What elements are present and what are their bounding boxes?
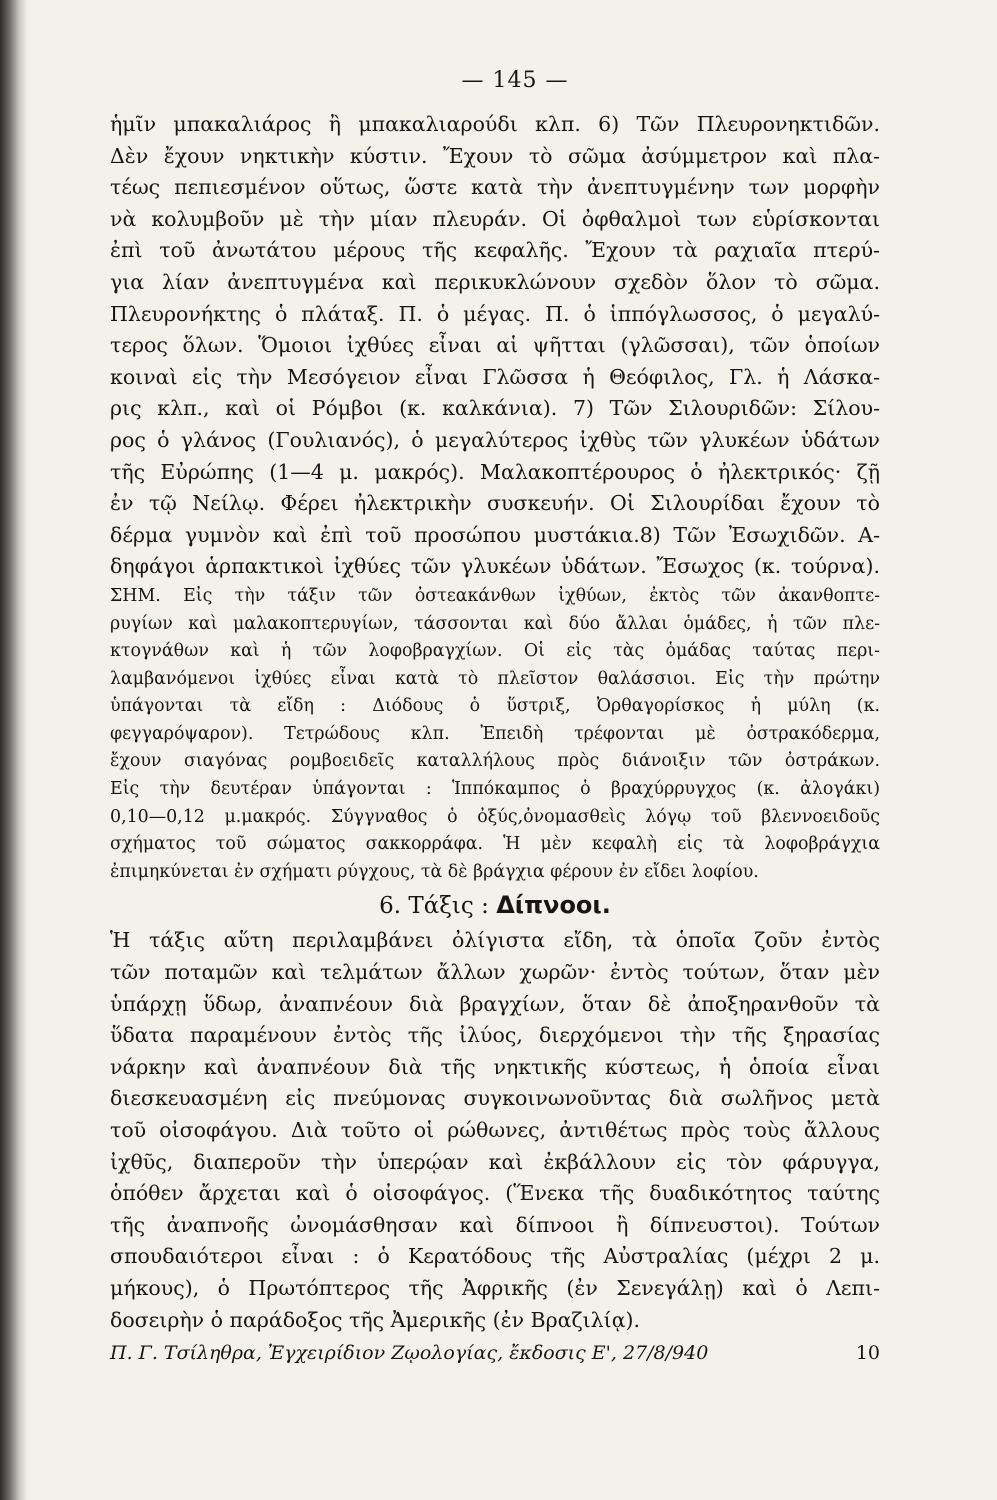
note-line: φεγγαρόψαρον). Τετρώδους κλπ. Ἐπειδὴ τρέφονται μὲ ὀστρακόδερμα, [110, 723, 880, 744]
note-line: λαμβανόμενοι ἰχθύες εἶναι κατὰ τὸ πλεῖστον θαλάσσιοι. Εἰς τὴν πρώτην [110, 668, 880, 689]
note-block [110, 583, 880, 887]
section-heading [110, 888, 880, 923]
text-line: ἐπὶ τοῦ ἀνωτάτου μέρους τῆς κεφαλῆς. Ἔχουν τὰ ραχιαῖα πτερύ- [110, 238, 880, 263]
text-line: τοῦ οἰσοφάγου. Διὰ τοῦτο οἱ ρώθωνες, ἀντιθέτως πρὸς τοὺς ἄλλους [110, 1118, 880, 1142]
book-page [110, 68, 880, 1364]
text-line: τερος ὅλων. Ὅμοιοι ἰχθύες εἶναι αἱ ψῆτται (γλῶσσαι), τῶν ὁποίων [110, 333, 880, 358]
text-line: Δὲν ἔχουν νηκτικὴν κύστιν. Ἔχουν τὸ σῶμα ἀσύμμετρον καὶ πλα- [110, 143, 880, 168]
note-line: ὑπάγονται τὰ εἴδη : Διόδους ὁ ὕστριξ, Ὀρθαγορίσκος ἡ μύλη (κ. [110, 696, 880, 717]
text-line: τῆς ἀναπνοῆς ὠνομάσθησαν καὶ δίπνοοι ἢ δίπνευστοι). Τούτων [110, 1212, 880, 1237]
text-line: ὁπόθεν ἄρχεται καὶ ὁ οἰσοφάγος. (Ἕνεκα τῆς δυαδικότητος ταύτης [110, 1181, 880, 1206]
text-line: ρος ὁ γλάνος (Γουλιανός), ὁ μεγαλύτερος ἰχθὺς τῶν γλυκέων ὑδάτων [110, 427, 880, 452]
note-line: ἔχουν σιαγόνας ρομβοειδεῖς καταλλήλους πρὸς διάνοιξιν τῶν ὀστράκων. [110, 751, 880, 772]
text-line: μήκους), ὁ Πρωτόπτερος τῆς Ἀφρικῆς (ἐν Σενεγάλῃ) καὶ ὁ Λεπι- [110, 1275, 880, 1300]
text-line: δοσειρὴν ὁ παράδοξος τῆς Ἀμερικῆς (ἐν Βραζιλίᾳ). [110, 1307, 641, 1332]
text-line: νάρκην καὶ ἀναπνέουν διὰ τῆς νηκτικῆς κύστεως, ἡ ὁποία εἶναι [110, 1054, 880, 1079]
note-line: ΣΗΜ. Εἰς τὴν τάξιν τῶν ὀστεακάνθων ἰχθύων, ἐκτὸς τῶν ἀκανθοπτε- [110, 585, 880, 606]
note-line: ἐπιμηκύνεται ἐν σχήματι ρύγχους, τὰ δὲ βράγχια φέρουν ἐν εἴδει λοφίου. [110, 861, 759, 882]
text-line: ἐν τῷ Νείλῳ. Φέρει ἠλεκτρικὴν συσκευήν. Οἱ Σιλουρίδαι ἔχουν τὸ [110, 491, 880, 516]
text-line: σπουδαιότεροι εἶναι : ὁ Κερατόδους τῆς Αὐστραλίας (μέχρι 2 μ. [110, 1244, 880, 1269]
text-line: κοιναὶ εἰς τὴν Μεσόγειον εἶναι Γλῶσσα ἡ Θεόφιλος, Γλ. ἡ Λάσκα- [110, 364, 880, 389]
note-line: σχήματος τοῦ σώματος σακκορράφα. Ἡ μὲν κεφαλὴ εἰς τὰ λοφοβράγχια [110, 834, 880, 855]
note-line: ρυγίων καὶ μαλακοπτερυγίων, τάσσονται καὶ δύο ἄλλαι ὁμάδες, ἡ τῶν πλε- [110, 613, 880, 634]
text-line: ὕδατα παραμένουν ἐντὸς τῆς ἰλύος, διερχόμενοι τὴν τῆς ξηρασίας [110, 1023, 880, 1048]
section-heading-title: Δίπνοοι. [496, 891, 611, 920]
scan-gutter-shadow [0, 0, 28, 1500]
text-line: ἡμῖν μπακαλιάρος ἢ μπακαλιαρούδι κλπ. 6) Τῶν Πλευρονηκτιδῶν. [110, 112, 880, 136]
text-line: Ἡ τάξις αὕτη περιλαμβάνει ὀλίγιστα εἴδη, τὰ ὁποῖα ζοῦν ἐντὸς [110, 928, 880, 953]
text-line: για λίαν ἀνεπτυγμένα καὶ περικυκλώνουν σχεδὸν ὅλον τὸ σῶμα. [110, 269, 880, 294]
footer-sheet-number: 10 [855, 1342, 880, 1365]
footer-signature: Π. Γ. Τσίληθρα, Ἐγχειρίδιον Ζῳολογίας, ἔκδοσις Ε', 27/8/940 [110, 1342, 709, 1365]
text-line: ἰχθῦς, διαπεροῦν τὴν ὑπερῴαν καὶ ἐκβάλλουν εἰς τὸν φάρυγγα, [110, 1149, 880, 1174]
text-line: τῶν ποταμῶν καὶ τελμάτων ἄλλων χωρῶν· ἐντὸς τούτων, ὅταν μὲν [110, 960, 880, 985]
page-number: — 145 — [461, 68, 569, 93]
section-heading-prefix: 6. Τάξις : [379, 893, 489, 920]
text-line: διεσκευασμένη εἰς πνεύμονας συγκοινωνοῦντας διὰ σωλῆνος μετὰ [110, 1086, 880, 1111]
note-line: 0,10—0,12 μ.μακρός. Σύγγναθος ὁ ὀξύς,ὀνομασθεὶς λόγῳ τοῦ βλεννοειδοῦς [110, 806, 880, 827]
paragraph-dipnoi [110, 925, 880, 1336]
paragraph-fishes [110, 109, 880, 583]
text-line: ρις κλπ., καὶ οἱ Ρόμβοι (κ. καλκάνια). 7) Τῶν Σιλουριδῶν: Σίλου- [110, 396, 880, 421]
text-line: δέρμα γυμνὸν καὶ ἐπὶ τοῦ προσώπου μυστάκια.8) Τῶν Ἐσωχιδῶν. Α- [110, 522, 880, 547]
page-footer [110, 1342, 880, 1364]
note-line: Εἰς τὴν δευτέραν ὑπάγονται : Ἱππόκαμπος ὁ βραχύρρυγχος (κ. ἀλογάκι) [110, 779, 880, 800]
text-line: τῆς Εὐρώπης (1—4 μ. μακρός). Μαλακοπτέρουρος ὁ ἠλεκτρικός· ζῇ [110, 459, 880, 484]
text-line: δηφάγοι ἁρπακτικοὶ ἰχθύες τῶν γλυκέων ὑδάτων. Ἔσωχος (κ. τούρνα). [110, 554, 880, 579]
text-line: τέως πεπιεσμένον οὕτως, ὥστε κατὰ τὴν ἀνεπτυγμένην των μορφὴν [110, 175, 880, 200]
note-line: κτογνάθων καὶ ἡ τῶν λοφοβραγχίων. Οἱ εἰς τὰς ὁμάδας ταύτας περι- [110, 641, 880, 662]
text-line: ὑπάρχῃ ὕδωρ, ἀναπνέουν διὰ βραγχίων, ὅταν δὲ ἀποξηρανθοῦν τὰ [110, 991, 880, 1016]
text-line: νὰ κολυμβοῦν μὲ τὴν μίαν πλευράν. Οἱ ὀφθαλμοὶ των εὑρίσκονται [110, 206, 880, 231]
text-line: Πλευρονήκτης ὁ πλάταξ. Π. ὁ μέγας. Π. ὁ ἱππόγλωσσος, ὁ μεγαλύ- [110, 301, 880, 326]
